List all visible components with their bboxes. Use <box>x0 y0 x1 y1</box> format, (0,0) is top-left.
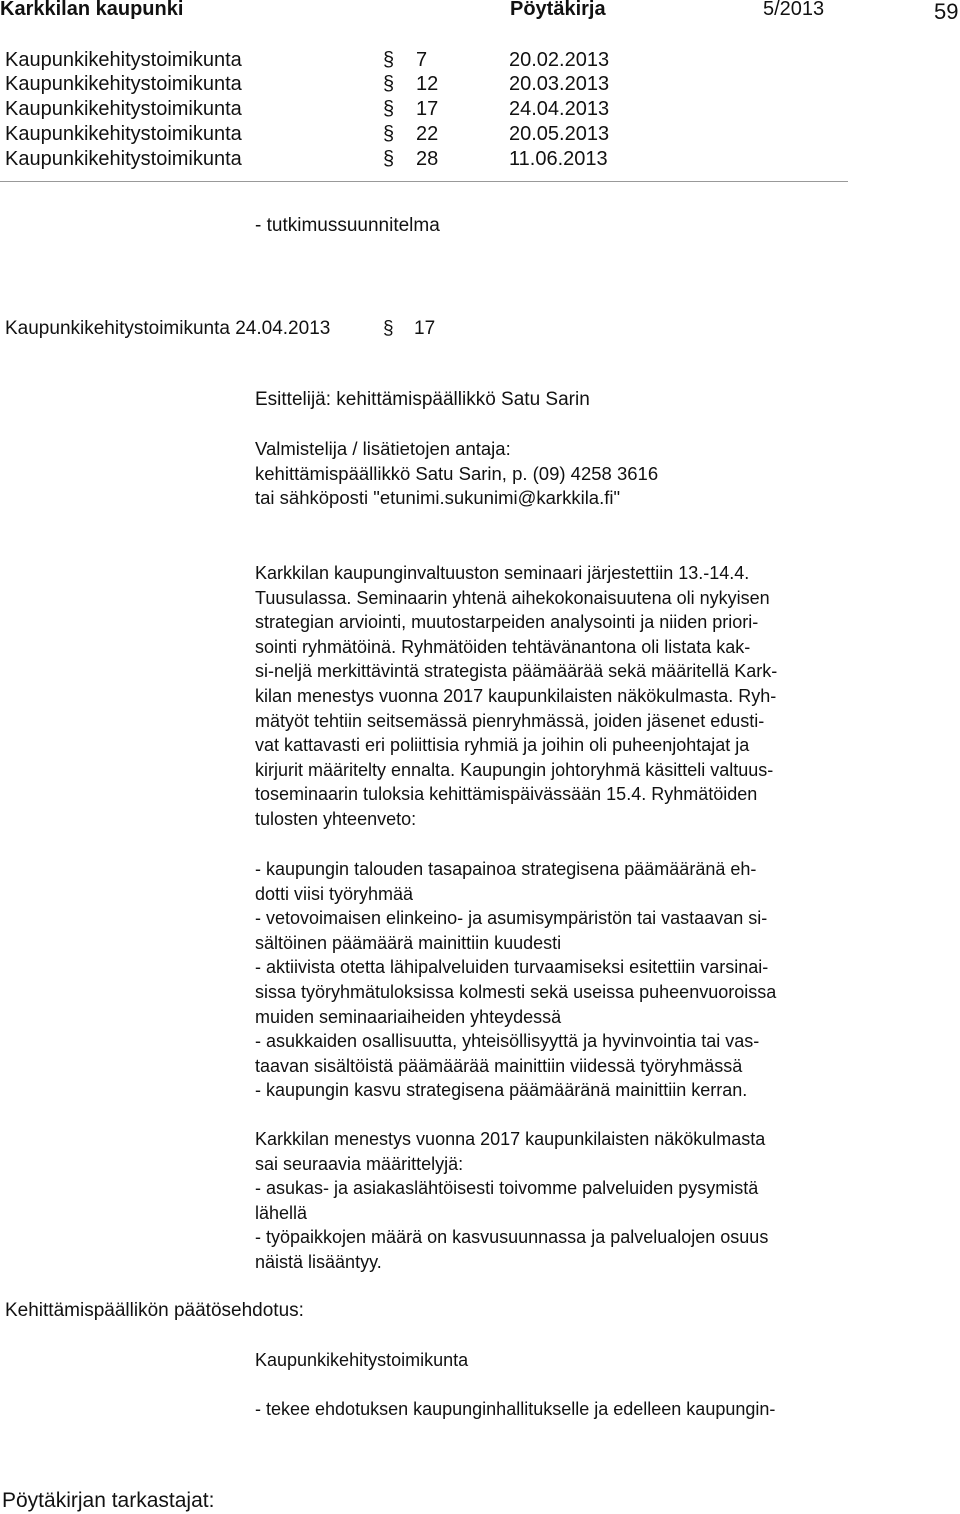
list-line: - aktiivista otetta lähipalveluiden turvaamiseksi esitettiin varsinai- <box>255 957 769 978</box>
meeting-date: 11.06.2013 <box>509 148 608 170</box>
body-line: si-neljä merkittävintä strategista päämäärää sekä määritellä Kark- <box>255 661 778 682</box>
header-doc-number: 5/2013 <box>763 0 825 20</box>
list-line: muiden seminaariaiheiden yhteydessä <box>255 1006 562 1027</box>
meeting-date: 24.04.2013 <box>509 98 610 120</box>
proposal-label: Kehittämispäällikön päätösehdotus: <box>5 1300 304 1321</box>
body-line: Tuusulassa. Seminaarin yhtenä aihekokonaisuutena oli nykyisen <box>255 587 770 608</box>
list-line: sältöinen päämäärä mainittiin kuudesti <box>255 932 562 953</box>
body-line: vat kattavasti eri poliittisia ryhmiä ja joihin oli puheenjohtajat ja <box>255 735 750 756</box>
list-line: taavan sisältöistä päämäärää mainittiin viidessä työryhmässä <box>255 1055 743 1076</box>
meeting-row <box>5 148 905 172</box>
body-line: kirjurit määritelty ennalta. Kaupungin johtoryhmä käsitteli valtuus- <box>255 759 774 780</box>
header-divider <box>0 181 848 182</box>
meeting-row <box>5 73 905 97</box>
preparer-line: Valmistelija / lisätietojen antaja: <box>255 438 511 459</box>
section-sign: § <box>383 123 395 145</box>
footer-reviewers-label: Pöytäkirjan tarkastajat: <box>2 1489 215 1512</box>
summary-list <box>255 857 895 1103</box>
body-line: sointi ryhmätöinä. Ryhmätöiden tehtävänantona oli listata kak- <box>255 636 751 657</box>
meeting-body: Kaupunkikehitystoimikunta <box>5 49 242 71</box>
body-paragraph <box>255 561 895 832</box>
success-line: lähellä <box>255 1202 308 1223</box>
success-line: - työpaikkojen määrä on kasvusuunnassa ja palvelualojen osuus <box>255 1227 769 1248</box>
success-line: Karkkilan menestys vuonna 2017 kaupunkilaisten näkökulmasta <box>255 1129 766 1149</box>
body-line: tulosten yhteenveto: <box>255 808 417 829</box>
body-line: toseminaarin tuloksia kehittämispäivässään 15.4. Ryhmätöiden <box>255 784 758 805</box>
meeting-body: Kaupunkikehitystoimikunta <box>5 123 242 145</box>
subject-title: - tutkimussuunnitelma <box>255 215 440 236</box>
reference-meeting: Kaupunkikehitystoimikunta 24.04.2013 <box>5 318 331 339</box>
meeting-body: Kaupunkikehitystoimikunta <box>5 73 242 95</box>
reference-section-sign: § <box>383 318 394 339</box>
success-line: sai seuraavia määrittelyjä: <box>255 1153 464 1174</box>
meeting-number: 22 <box>416 123 439 145</box>
meeting-date: 20.02.2013 <box>509 49 610 71</box>
meeting-number: 28 <box>416 148 439 170</box>
body-line: Karkkilan kaupunginvaltuuston seminaari järjestettiin 13.-14.4. <box>255 563 750 583</box>
meeting-date: 20.03.2013 <box>509 73 610 95</box>
success-definitions <box>255 1127 895 1275</box>
reference-number: 17 <box>414 318 436 339</box>
preparer-block <box>255 437 895 511</box>
meeting-date: 20.05.2013 <box>509 123 610 145</box>
body-line: kilan menestys vuonna 2017 kaupunkilaisten näkökulmasta. Ryh- <box>255 685 777 706</box>
list-line: dotti viisi työryhmää <box>255 883 414 904</box>
proposal-line: - tekee ehdotuksen kaupunginhallitukselle ja edelleen kaupungin- <box>255 1399 776 1419</box>
presenter: Esittelijä: kehittämispäällikkö Satu Sarin <box>255 389 590 410</box>
body-line: strategian arviointi, muutostarpeiden analysointi ja niiden priori- <box>255 612 759 633</box>
list-line: - kaupungin talouden tasapainoa strategisena päämääränä eh- <box>255 859 757 879</box>
header-doc-type: Pöytäkirja <box>510 0 606 20</box>
header-org: Karkkilan kaupunki <box>0 0 184 20</box>
meeting-body: Kaupunkikehitystoimikunta <box>5 148 242 170</box>
section-sign: § <box>383 148 395 170</box>
meeting-row <box>5 49 905 73</box>
list-line: sissa työryhmätuloksissa kolmesti sekä useissa puheenvuoroissa <box>255 981 777 1002</box>
list-line: - asukkaiden osallisuutta, yhteisöllisyyttä ja hyvinvointia tai vas- <box>255 1031 760 1052</box>
section-sign: § <box>383 98 395 120</box>
list-line: - vetovoimaisen elinkeino- ja asumisympäristön tai vastaavan si- <box>255 908 768 929</box>
header-page-number: 59 <box>934 0 959 24</box>
meeting-number: 7 <box>416 49 428 71</box>
meeting-body: Kaupunkikehitystoimikunta <box>5 98 242 120</box>
proposal-body: Kaupunkikehitystoimikunta <box>255 1350 469 1370</box>
success-line: - asukas- ja asiakaslähtöisesti toivomme palveluiden pysymistä <box>255 1178 759 1199</box>
preparer-line: tai sähköposti "etunimi.sukunimi@karkkila.fi" <box>255 487 621 509</box>
success-line: näistä lisääntyy. <box>255 1251 382 1272</box>
body-line: mätyöt tehtiin seitsemässä pienryhmässä, joiden jäsenet edusti- <box>255 710 765 731</box>
section-sign: § <box>383 49 395 71</box>
meeting-row <box>5 123 905 147</box>
list-line: - kaupungin kasvu strategisena päämääränä mainittiin kerran. <box>255 1080 748 1101</box>
meeting-number: 12 <box>416 73 439 95</box>
section-sign: § <box>383 73 395 95</box>
preparer-line: kehittämispäällikkö Satu Sarin, p. (09) 4258 3616 <box>255 462 659 484</box>
meeting-number: 17 <box>416 98 439 120</box>
meeting-row <box>5 98 905 122</box>
